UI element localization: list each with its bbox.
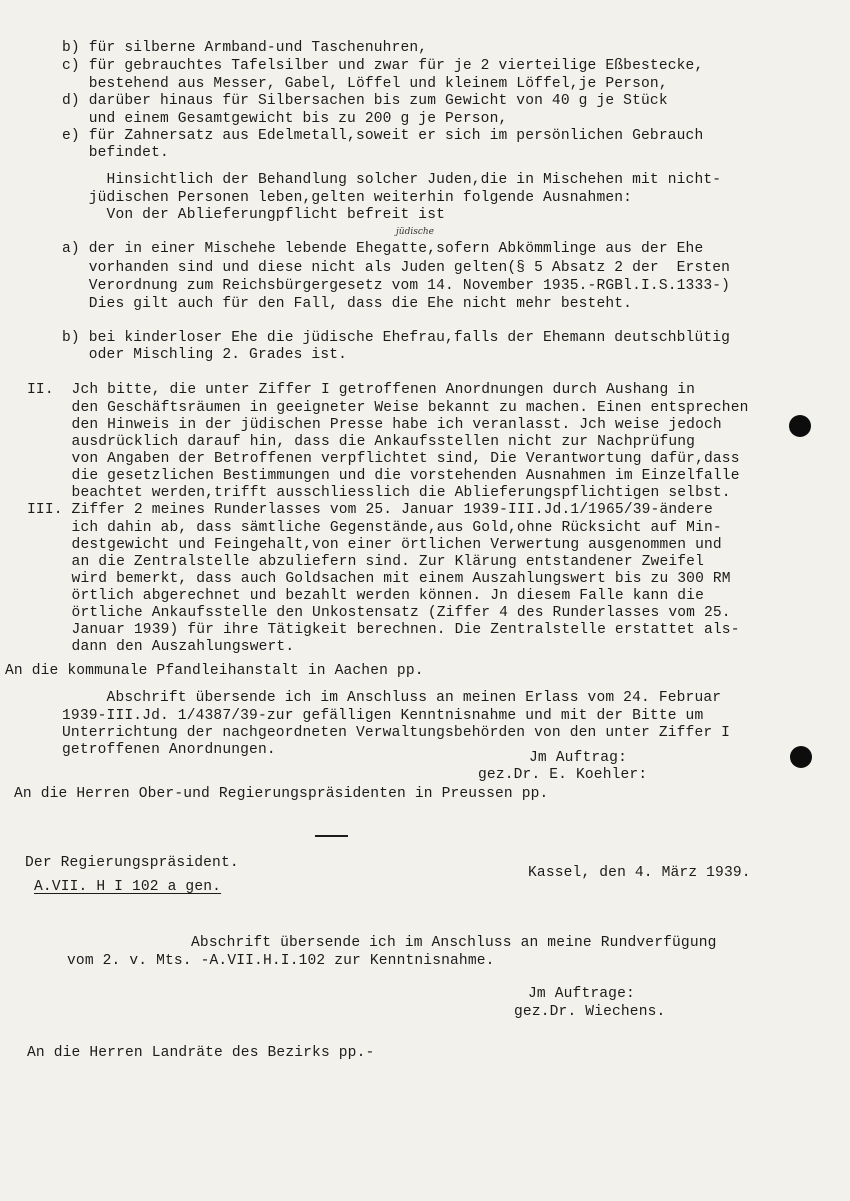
text-line: an die Zentralstelle abzuliefern sind. Zur Klärung entstandener Zweifel — [27, 554, 704, 570]
text-line: jüdischen Personen leben,gelten weiterhin folgende Ausnahmen: — [62, 190, 633, 206]
text-line: beachtet werden,trifft ausschliesslich die Ablieferungspflichtigen selbst. — [27, 485, 731, 501]
text-line: die gesetzlichen Bestimmungen und die vorstehenden Ausnahmen im Einzelfalle — [27, 468, 740, 484]
text-line: a) der in einer Mischehe lebende Ehegatte,sofern Abkömmlinge aus der Ehe — [62, 241, 704, 257]
text-line: vom 2. v. Mts. -A.VII.H.I.102 zur Kenntnisnahme. — [67, 953, 495, 969]
handwritten-insert: jüdische — [396, 227, 435, 237]
signature-label: Jm Auftrage: — [528, 986, 635, 1002]
authority-line: Der Regierungspräsident. — [25, 855, 239, 871]
addressee-line: An die Herren Ober-und Regierungspräsidenten in Preussen pp. — [14, 786, 549, 802]
addressee-line: An die Herren Landräte des Bezirks pp.- — [27, 1045, 375, 1061]
text-line: c) für gebrauchtes Tafelsilber und zwar für je 2 vierteilige Eßbestecke, — [62, 58, 704, 74]
text-line: den Geschäftsräumen in geeigneter Weise bekannt zu machen. Einen entsprechen — [27, 400, 749, 416]
reference-number: A.VII. H I 102 a gen. — [34, 879, 222, 895]
text-line: und einem Gesamtgewicht bis zu 200 g je Person, — [62, 111, 508, 127]
text-line: örtliche Ankaufsstelle den Unkostensatz (Ziffer 4 des Runderlasses vom 25. — [27, 605, 731, 621]
signature-label: Jm Auftrag: — [529, 750, 627, 766]
punch-hole-bottom — [790, 746, 812, 768]
text-line: Januar 1939) für ihre Tätigkeit berechnen. Die Zentralstelle erstattet als- — [27, 622, 740, 638]
text-line: b) für silberne Armband-und Taschenuhren, — [62, 40, 428, 56]
text-line: örtlich abgerechnet und bezahlt werden können. Jn diesem Falle kann die — [27, 588, 704, 604]
date-line: Kassel, den 4. März 1939. — [528, 865, 751, 881]
text-line: d) darüber hinaus für Silbersachen bis zum Gewicht von 40 g je Stück — [62, 93, 668, 109]
separator-rule — [315, 835, 348, 837]
text-line: ich dahin ab, dass sämtliche Gegenstände,aus Gold,ohne Rücksicht auf Min- — [27, 520, 722, 536]
text-line: destgewicht und Feingehalt,von einer örtlichen Verwertung ausgenommen und — [27, 537, 722, 553]
text-line: e) für Zahnersatz aus Edelmetall,soweit er sich im persönlichen Gebrauch — [62, 128, 704, 144]
text-line: wird bemerkt, dass auch Goldsachen mit einem Auszahlungswert bis zu 300 RM — [27, 571, 731, 587]
text-line: Hinsichtlich der Behandlung solcher Juden,die in Mischehen mit nicht- — [62, 172, 722, 188]
text-line: Unterrichtung der nachgeordneten Verwaltungsbehörden von den unter Ziffer I — [62, 725, 731, 741]
text-line: Verordnung zum Reichsbürgergesetz vom 14. November 1935.-RGBl.I.S.1333-) — [62, 278, 731, 294]
text-line: ausdrücklich darauf hin, dass die Ankaufsstellen nicht zur Nachprüfung — [27, 434, 696, 450]
text-line: oder Mischling 2. Grades ist. — [62, 347, 348, 363]
text-line: getroffenen Anordnungen. — [62, 742, 276, 758]
text-line: III. Ziffer 2 meines Runderlasses vom 25. Januar 1939-III.Jd.1/1965/39-ändere — [27, 502, 713, 518]
text-line: 1939-III.Jd. 1/4387/39-zur gefälligen Kenntnisnahme und mit der Bitte um — [62, 708, 704, 724]
text-line: II. Jch bitte, die unter Ziffer I getroffenen Anordnungen durch Aushang in — [27, 382, 696, 398]
text-line: dann den Auszahlungswert. — [27, 639, 295, 655]
text-line: b) bei kinderloser Ehe die jüdische Ehefrau,falls der Ehemann deutschblütig — [62, 330, 731, 346]
text-line: Dies gilt auch für den Fall, dass die Ehe nicht mehr besteht. — [62, 296, 633, 312]
text-line: Von der Ablieferungpflicht befreit ist — [62, 207, 446, 223]
text-line: befindet. — [62, 145, 169, 161]
signature-name: gez.Dr. Wiechens. — [514, 1004, 666, 1020]
text-line: vorhanden sind und diese nicht als Juden gelten(§ 5 Absatz 2 der Ersten — [62, 260, 731, 276]
text-line: Abschrift übersende ich im Anschluss an meinen Erlass vom 24. Februar — [62, 690, 722, 706]
text-line: Abschrift übersende ich im Anschluss an meine Rundverfügung — [191, 935, 717, 951]
text-line: den Hinweis in der jüdischen Presse habe ich veranlasst. Jch weise jedoch — [27, 417, 722, 433]
text-line: von Angaben der Betroffenen verpflichtet sind, Die Verantwortung dafür,dass — [27, 451, 740, 467]
punch-hole-top — [789, 415, 811, 437]
signature-name: gez.Dr. E. Koehler: — [478, 767, 648, 783]
text-line: bestehend aus Messer, Gabel, Löffel und kleinem Löffel,je Person, — [62, 76, 668, 92]
addressee-line: An die kommunale Pfandleihanstalt in Aachen pp. — [5, 663, 424, 679]
